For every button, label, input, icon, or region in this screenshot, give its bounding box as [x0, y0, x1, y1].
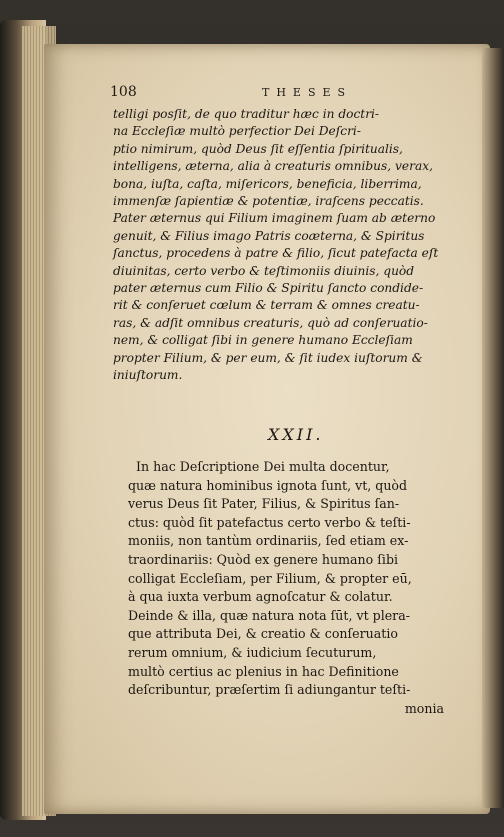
- text-line: immenſæ ſapientiæ & potentiæ, iraſcens peccatis.: [113, 194, 424, 209]
- page-edge-shadow: [482, 48, 504, 808]
- body-paragraph: [128, 458, 472, 718]
- text-line: rerum omnium, & iudicium ſecuturum,: [128, 644, 377, 660]
- text-line: colligat Eccleſiam, per Filium, & propter eū,: [128, 570, 412, 586]
- text-line: ctus: quòd ſit patefactus certo verbo & teſti-: [128, 514, 411, 530]
- text-line: telligi posſit, de quo traditur hæc in doctri-: [113, 107, 380, 121]
- text-line: diuinitas, certo verbo & teſtimoniis diuinis, quòd: [113, 263, 415, 278]
- text-line: deſcribuntur, præſertim ſi adiungantur teſti-: [128, 682, 411, 698]
- text-line: multò certius ac plenius in hac Definitione: [128, 663, 399, 679]
- section-heading: XXII.: [268, 425, 324, 444]
- text-line: quæ natura hominibus ignota ſunt, vt, quòd: [128, 477, 408, 493]
- intro-paragraph: [113, 106, 473, 385]
- text-line: nem, & colligat ſibi in genere humano Eccleſiam: [113, 333, 413, 348]
- text-line: ſanctus, procedens à patre & filio, ſicut patefacta eſt: [113, 246, 439, 261]
- text-line: ptio nimirum, quòd Deus ſit eſſentia ſpiritualis,: [113, 141, 403, 156]
- text-line: bona, iuſta, caſta, miſericors, beneficia, liberrima,: [113, 176, 422, 191]
- text-line: genuit, & Filius imago Patris coæterna, & Spiritus: [113, 228, 425, 243]
- running-title: THESES: [262, 86, 353, 99]
- running-head: [110, 84, 470, 104]
- text-line: na Eccleſiæ multò perfectior Dei Deſcri-: [113, 124, 361, 139]
- text-line: Pater æternus qui Filium imaginem ſuam ab æterno: [113, 211, 436, 226]
- text-line: In hac Deſcriptione Dei multa docentur,: [136, 459, 390, 474]
- text-line: ras, & adſit omnibus creaturis, quò ad conſeruatio-: [113, 315, 428, 330]
- text-line: verus Deus ſit Pater, Filius, & Spiritus ſan-: [128, 496, 400, 512]
- text-line: pater æternus cum Filio & Spiritu ſancto condide-: [113, 281, 424, 296]
- text-line: propter Filium, & per eum, & ſit iudex iuſtorum &: [113, 350, 423, 365]
- text-line: Deinde & illa, quæ natura nota ſūt, vt plera-: [128, 607, 410, 623]
- text-line: moniis, non tantùm ordinariis, ſed etiam ex-: [128, 533, 409, 549]
- text-line: rit & conſeruet cœlum & terram & omnes creatu-: [113, 298, 420, 313]
- text-line: iniuſtorum.: [113, 368, 183, 383]
- text-line: à qua iuxta verbum agnoſcatur & colatur.: [128, 589, 393, 605]
- page-number: 108: [110, 84, 137, 100]
- text-line: monia: [404, 700, 444, 716]
- text-line: traordinariis: Quòd ex genere humano ſibi: [128, 551, 399, 567]
- text-line: intelligens, æterna, alia à creaturis omnibus, verax,: [113, 159, 433, 174]
- text-line: que attributa Dei, & creatio & conſeruatio: [128, 626, 398, 642]
